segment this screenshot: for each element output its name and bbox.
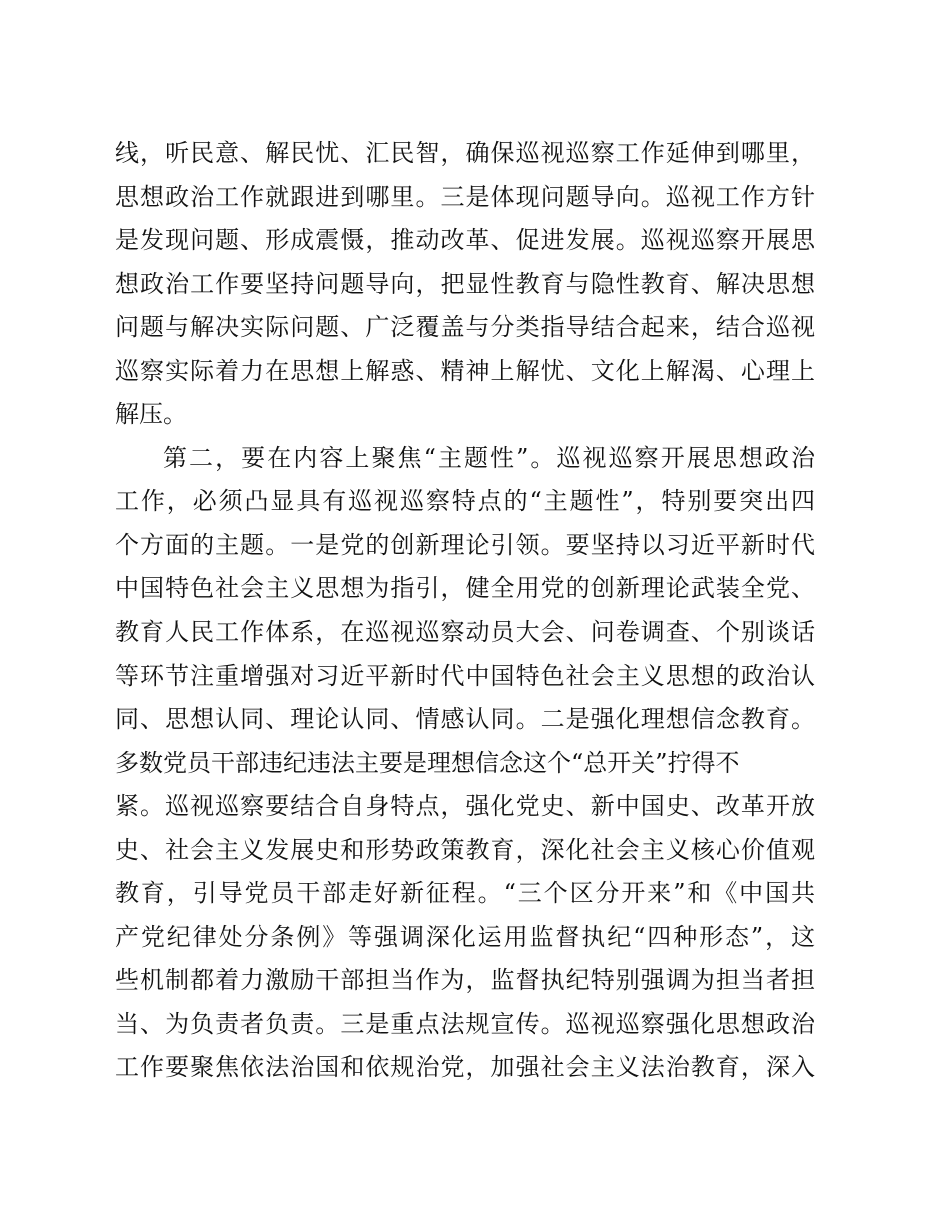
text-line: 紧。巡视巡察要结合自身特点，强化党史、新中国史、改革开放 (115, 792, 815, 821)
text-line: 些机制都着力激励干部担当作为，监督执纪特别强调为担当者担 (115, 966, 815, 995)
text-line: 问题与解决实际问题、广泛覆盖与分类指导结合起来，结合巡视 (115, 313, 815, 342)
body-text (115, 132, 815, 1090)
text-line: 产党纪律处分条例》等强调深化运用监督执纪“四种形态”，这 (115, 922, 815, 951)
text-line: 解压。 (115, 400, 187, 429)
paragraph-start-line: 第二，要在内容上聚焦“主题性”。巡视巡察开展思想政治 (163, 443, 815, 472)
text-line: 是发现问题、形成震慑，推动改革、促进发展。巡视巡察开展思 (115, 226, 815, 255)
text-line: 等环节注重增强对习近平新时代中国特色社会主义思想的政治认 (115, 661, 815, 690)
text-line: 同、思想认同、理论认同、情感认同。二是强化理想信念教育。 (115, 705, 815, 734)
text-line: 工作，必须凸显具有巡视巡察特点的“主题性”，特别要突出四 (115, 487, 815, 516)
text-line: 思想政治工作就跟进到哪里。三是体现问题导向。巡视工作方针 (115, 182, 815, 211)
text-line: 教育，引导党员干部走好新征程。“三个区分开来”和《中国共 (115, 879, 815, 908)
text-line: 教育人民工作体系，在巡视巡察动员大会、问卷调查、个别谈话 (115, 618, 815, 647)
text-line: 中国特色社会主义思想为指引，健全用党的创新理论武装全党、 (115, 574, 815, 603)
text-line: 史、社会主义发展史和形势政策教育，深化社会主义核心价值观 (115, 835, 815, 864)
text-line: 个方面的主题。一是党的创新理论引领。要坚持以习近平新时代 (115, 530, 815, 559)
text-line: 多数党员干部违纪违法主要是理想信念这个“总开关”拧得不 (115, 748, 740, 777)
text-line: 工作要聚焦依法治国和依规治党，加强社会主义法治教育，深入 (115, 1053, 815, 1082)
text-line: 想政治工作要坚持问题导向，把显性教育与隐性教育、解决思想 (115, 269, 815, 298)
text-line: 线，听民意、解民忧、汇民智，确保巡视巡察工作延伸到哪里， (115, 139, 815, 167)
text-line: 当、为负责者负责。三是重点法规宣传。巡视巡察强化思想政治 (115, 1009, 815, 1038)
text-line: 巡察实际着力在思想上解惑、精神上解忧、文化上解渴、心理上 (115, 356, 815, 385)
